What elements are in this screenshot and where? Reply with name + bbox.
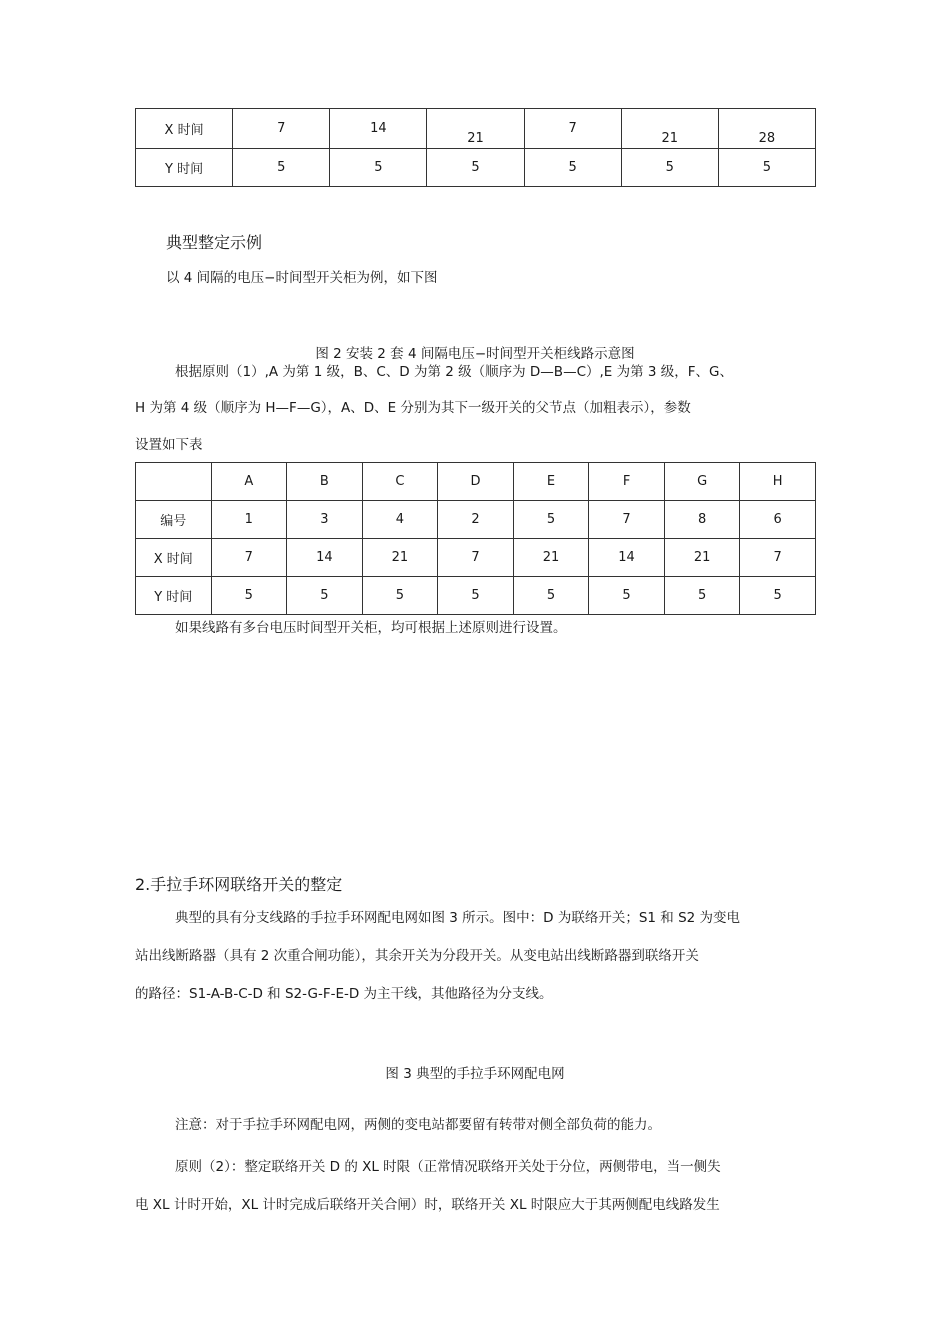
table-cell: 7 [589,501,665,539]
table-cell: 7 [740,539,816,577]
table-cell: 21 [621,109,718,149]
table-cell: 7 [524,109,621,149]
table-row [136,109,816,149]
table-header-cell: B [287,463,363,501]
table-cell: 5 [233,149,330,187]
row-label: X 时间 [136,109,233,149]
table-cell: 4 [362,501,438,539]
row-label: X 时间 [136,539,212,577]
row-label: Y 时间 [136,149,233,187]
table-cell: 5 [621,149,718,187]
table-cell: 7 [211,539,287,577]
table-header-cell: G [664,463,740,501]
table-cell: 5 [211,577,287,615]
table-cell: 2 [438,501,514,539]
paragraph-line: 根据原则（1）,A 为第 1 级，B、C、D 为第 2 级（顺序为 D—B—C）,E 为第 3 级，F、G、 [175,364,734,380]
table-cell: 5 [362,577,438,615]
table-cell: 5 [718,149,815,187]
table-header-cell: F [589,463,665,501]
table-header-cell: H [740,463,816,501]
table-cell: 5 [740,577,816,615]
table-header-cell: D [438,463,514,501]
table-cell: 21 [427,109,524,149]
intro-text: 以 4 间隔的电压−时间型开关柜为例，如下图 [166,270,438,286]
table-cell: 21 [362,539,438,577]
table-cell: 14 [589,539,665,577]
table-cell: 21 [664,539,740,577]
note-text: 注意：对于手拉手环网配电网，两侧的变电站都要留有转带对侧全部负荷的能力。 [175,1117,661,1133]
table-cell: 7 [233,109,330,149]
time-table-top [135,108,816,187]
table-cell: 5 [513,501,589,539]
paragraph-line: 典型的具有分支线路的手拉手环网配电网如图 3 所示。图中：D 为联络开关；S1 和 S2 为变电 [175,910,741,926]
table-cell: 5 [524,149,621,187]
table-cell: 14 [330,109,427,149]
table-header-cell [136,463,212,501]
table-cell: 1 [211,501,287,539]
paragraph-line: 电 XL 计时开始，XL 计时完成后联络开关合闸）时，联络开关 XL 时限应大于其两侧配电线路发生 [135,1197,720,1213]
table-row [136,577,816,615]
figure3-caption: 图 3 典型的手拉手环网配电网 [385,1066,565,1082]
table-cell: 5 [513,577,589,615]
table-header-row [136,463,816,501]
table-cell: 28 [718,109,815,149]
table-header-cell: C [362,463,438,501]
parameter-table [135,462,816,615]
paragraph-text: 如果线路有多台电压时间型开关柜，均可根据上述原则进行设置。 [175,620,567,636]
table-cell: 3 [287,501,363,539]
row-label: Y 时间 [136,577,212,615]
table-cell: 8 [664,501,740,539]
table-cell: 5 [664,577,740,615]
section-heading: 典型整定示例 [166,233,263,252]
section-heading: 2.手拉手环网联络开关的整定 [135,875,343,894]
paragraph-line: 原则（2）：整定联络开关 D 的 XL 时限（正常情况联络开关处于分位，两侧带电，当一侧失 [175,1159,721,1175]
table-header-cell: E [513,463,589,501]
table-row [136,501,816,539]
table-cell: 14 [287,539,363,577]
table-cell: 5 [438,577,514,615]
table-row [136,539,816,577]
figure2-caption: 图 2 安装 2 套 4 间隔电压−时间型开关柜线路示意图 [315,346,635,362]
table-cell: 5 [287,577,363,615]
row-label: 编号 [136,501,212,539]
table-row [136,149,816,187]
table-cell: 5 [330,149,427,187]
table-cell: 21 [513,539,589,577]
paragraph-line: 设置如下表 [135,437,203,453]
paragraph-line: 的路径：S1-A-B-C-D 和 S2-G-F-E-D 为主干线，其他路径为分支线。 [135,986,553,1002]
table-header-cell: A [211,463,287,501]
paragraph-line: 站出线断路器（具有 2 次重合闸功能），其余开关为分段开关。从变电站出线断路器到联络开关 [135,948,699,964]
table-cell: 5 [589,577,665,615]
table-cell: 7 [438,539,514,577]
table-cell: 5 [427,149,524,187]
table-cell: 6 [740,501,816,539]
paragraph-line: H 为第 4 级（顺序为 H—F—G），A、D、E 分别为其下一级开关的父节点（加粗表示），参数 [135,400,691,416]
